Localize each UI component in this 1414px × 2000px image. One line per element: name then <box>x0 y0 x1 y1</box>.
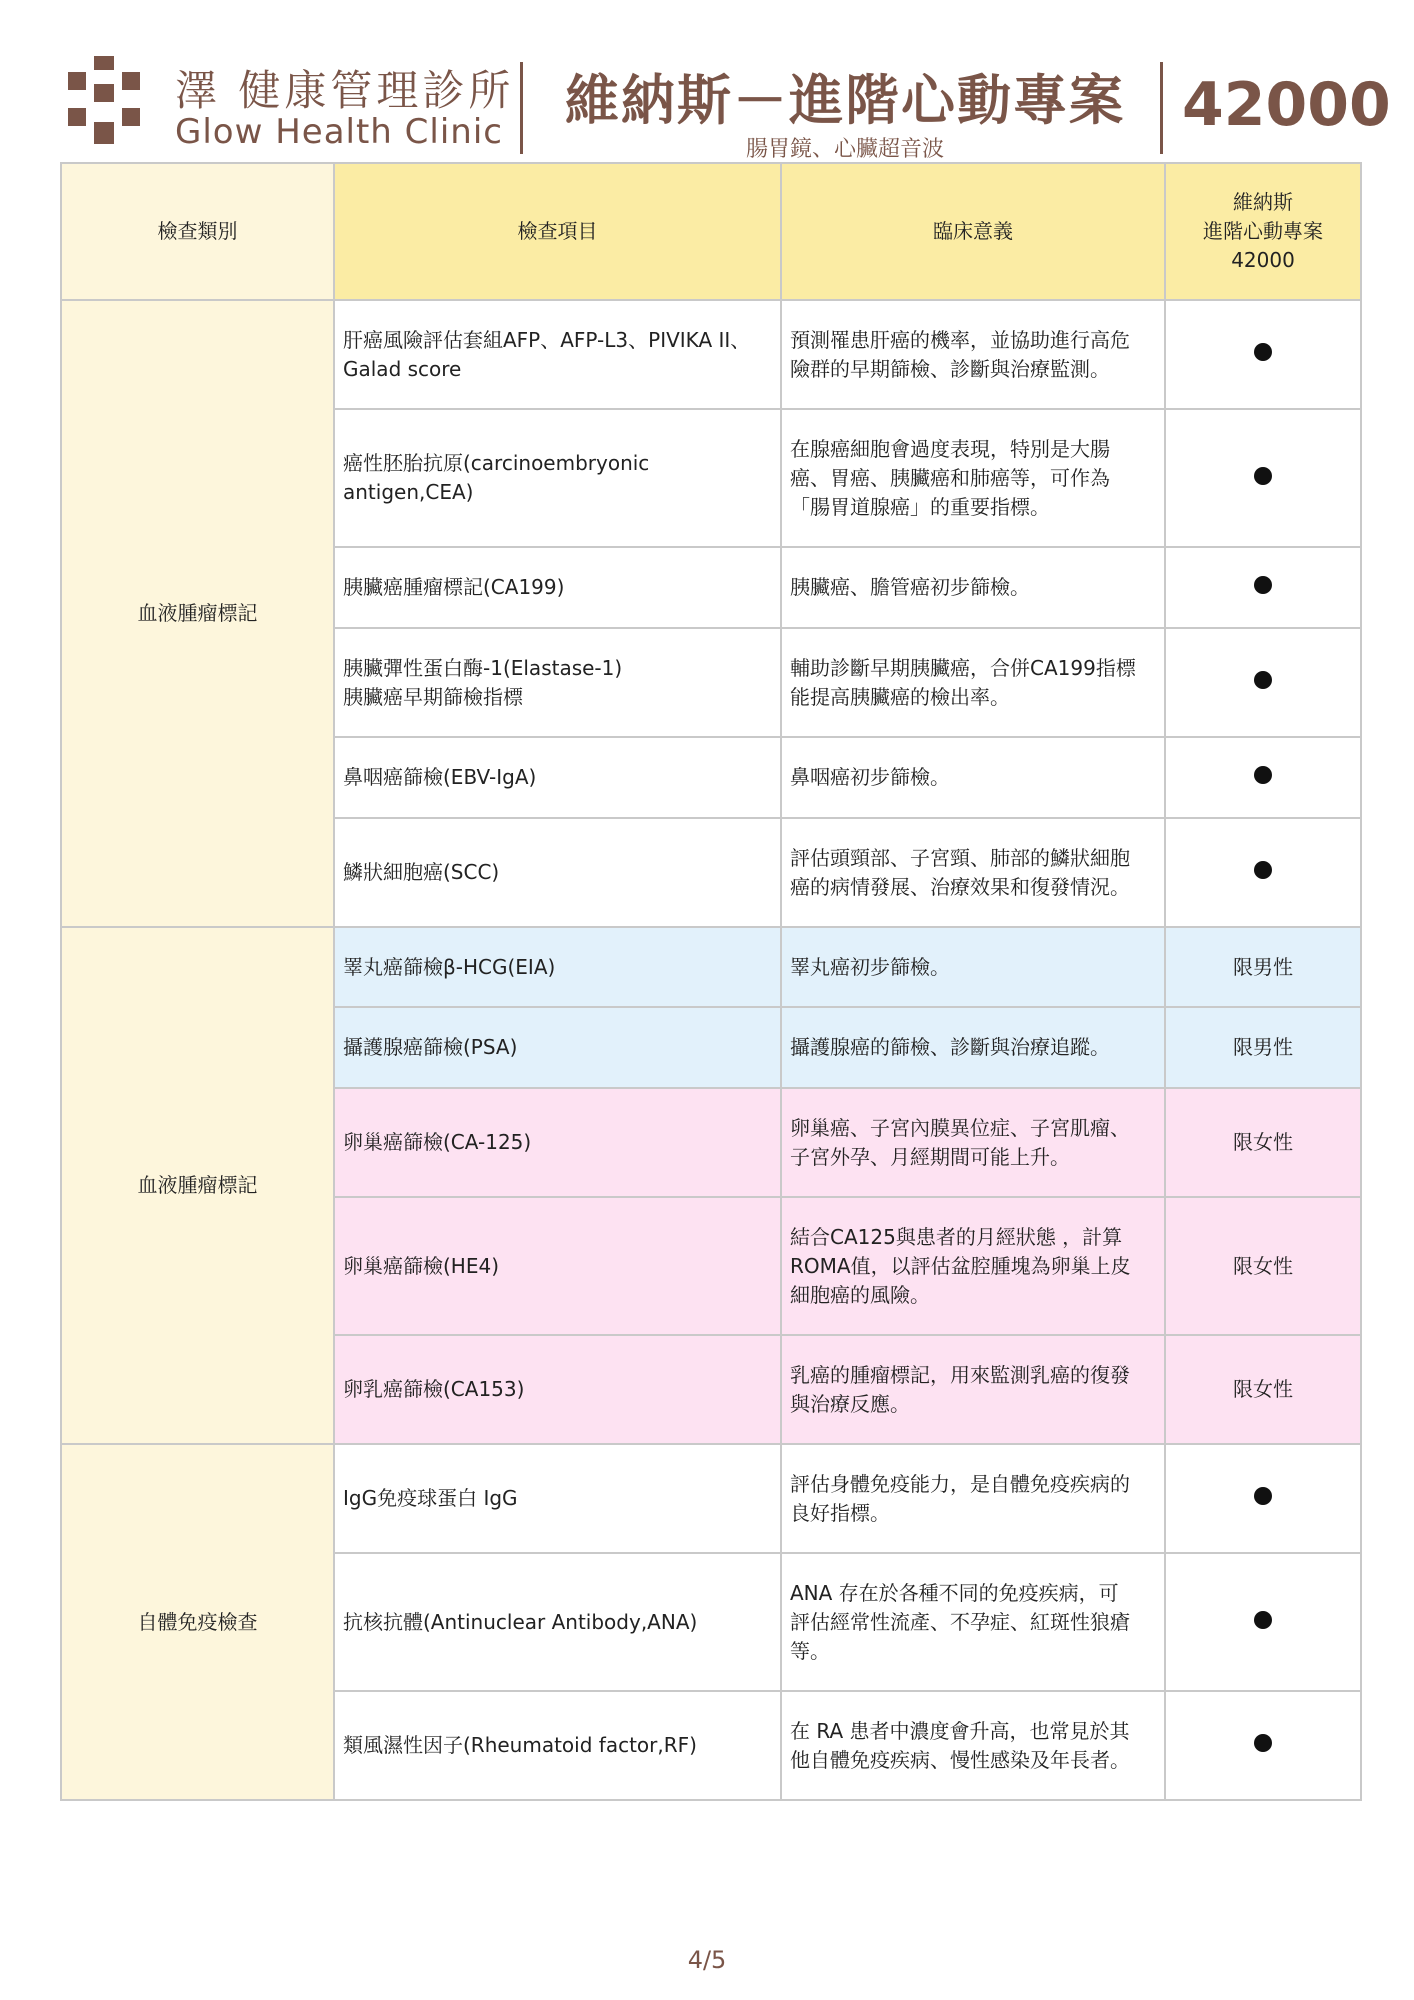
included-mark-cell <box>1165 1691 1361 1800</box>
included-mark-cell <box>1165 1444 1361 1553</box>
clinic-name-en: Glow Health Clinic <box>175 112 503 152</box>
included-mark-cell <box>1165 818 1361 927</box>
item-cell: 卵巢癌篩檢(HE4) <box>334 1197 781 1335</box>
category-cell: 血液腫瘤標記 <box>61 927 334 1444</box>
table-header-row <box>61 163 1361 300</box>
included-dot-icon <box>1254 766 1272 784</box>
item-cell: 鼻咽癌篩檢(EBV-IgA) <box>334 737 781 818</box>
header-item: 檢查項目 <box>334 163 781 300</box>
gender-limit-cell: 限女性 <box>1165 1197 1361 1335</box>
item-cell: IgG免疫球蛋白 IgG <box>334 1444 781 1553</box>
included-dot-icon <box>1254 1487 1272 1505</box>
meaning-cell: 評估頭頸部、子宮頸、肺部的鱗狀細胞 癌的病情發展、治療效果和復發情況。 <box>781 818 1165 927</box>
meaning-cell: ANA 存在於各種不同的免疫疾病，可 評估經常性流產、不孕症、紅斑性狼瘡 等。 <box>781 1553 1165 1691</box>
item-cell: 鱗狀細胞癌(SCC) <box>334 818 781 927</box>
meaning-cell: 卵巢癌、子宮內膜異位症、子宮肌瘤、 子宮外孕、月經期間可能上升。 <box>781 1088 1165 1197</box>
header-divider <box>1160 62 1163 154</box>
gender-limit-cell: 限男性 <box>1165 1007 1361 1088</box>
header-meaning: 臨床意義 <box>781 163 1165 300</box>
clinic-name-cn: 澤 健康管理診所 <box>175 66 515 115</box>
item-cell: 胰臟彈性蛋白酶-1(Elastase-1) 胰臟癌早期篩檢指標 <box>334 628 781 737</box>
included-dot-icon <box>1254 671 1272 689</box>
table-row <box>61 927 1361 1007</box>
included-mark-cell <box>1165 409 1361 547</box>
included-mark-cell <box>1165 547 1361 628</box>
page-number: 4/5 <box>687 1946 727 1974</box>
included-dot-icon <box>1254 1734 1272 1752</box>
item-cell: 攝護腺癌篩檢(PSA) <box>334 1007 781 1088</box>
gender-limit-cell: 限男性 <box>1165 927 1361 1007</box>
item-cell: 胰臟癌腫瘤標記(CA199) <box>334 547 781 628</box>
included-mark-cell <box>1165 1553 1361 1691</box>
gender-limit-cell: 限女性 <box>1165 1335 1361 1444</box>
meaning-cell: 攝護腺癌的篩檢、診斷與治療追蹤。 <box>781 1007 1165 1088</box>
item-cell: 睪丸癌篩檢β-HCG(EIA) <box>334 927 781 1007</box>
included-dot-icon <box>1254 467 1272 485</box>
item-cell: 肝癌風險評估套組AFP、AFP-L3、PIVIKA II、 Galad score <box>334 300 781 409</box>
table-row <box>61 1444 1361 1553</box>
meaning-cell: 胰臟癌、膽管癌初步篩檢。 <box>781 547 1165 628</box>
included-dot-icon <box>1254 1611 1272 1629</box>
included-mark-cell <box>1165 737 1361 818</box>
header-plan-line: 維納斯 <box>1233 190 1293 214</box>
item-cell: 卵巢癌篩檢(CA-125) <box>334 1088 781 1197</box>
plan-subtitle: 腸胃鏡、心臟超音波 <box>745 137 944 162</box>
item-cell: 癌性胚胎抗原(carcinoembryonic antigen,CEA) <box>334 409 781 547</box>
included-dot-icon <box>1254 861 1272 879</box>
meaning-cell: 睪丸癌初步篩檢。 <box>781 927 1165 1007</box>
meaning-cell: 評估身體免疫能力，是自體免疫疾病的 良好指標。 <box>781 1444 1165 1553</box>
table-row <box>61 300 1361 409</box>
meaning-cell: 在 RA 患者中濃度會升高，也常見於其 他自體免疫疾病、慢性感染及年長者。 <box>781 1691 1165 1800</box>
meaning-cell: 鼻咽癌初步篩檢。 <box>781 737 1165 818</box>
page-header <box>60 40 1391 162</box>
included-mark-cell <box>1165 628 1361 737</box>
clinic-cross-logo-icon <box>60 50 150 150</box>
included-dot-icon <box>1254 576 1272 594</box>
checkup-table <box>60 162 1362 1801</box>
header-plan <box>1165 163 1361 300</box>
header-category: 檢查類別 <box>61 163 334 300</box>
header-divider <box>520 62 523 154</box>
header-plan-line: 進階心動專案 <box>1203 219 1323 243</box>
item-cell: 抗核抗體(Antinuclear Antibody,ANA) <box>334 1553 781 1691</box>
meaning-cell: 結合CA125與患者的月經狀態 ，計算 ROMA值，以評估盆腔腫塊為卵巢上皮 細胞癌的風險。 <box>781 1197 1165 1335</box>
plan-price: 42000 <box>1182 70 1391 140</box>
meaning-cell: 在腺癌細胞會過度表現，特別是大腸 癌、胃癌、胰臟癌和肺癌等，可作為 「腸胃道腺癌」的重要指標。 <box>781 409 1165 547</box>
plan-title: 維納斯－進階心動專案 <box>565 69 1125 132</box>
gender-limit-cell: 限女性 <box>1165 1088 1361 1197</box>
header-plan-line: 42000 <box>1231 248 1295 272</box>
item-cell: 卵乳癌篩檢(CA153) <box>334 1335 781 1444</box>
category-cell: 血液腫瘤標記 <box>61 300 334 927</box>
meaning-cell: 預測罹患肝癌的機率，並協助進行高危 險群的早期篩檢、診斷與治療監測。 <box>781 300 1165 409</box>
meaning-cell: 乳癌的腫瘤標記，用來監測乳癌的復發 與治療反應。 <box>781 1335 1165 1444</box>
meaning-cell: 輔助診斷早期胰臟癌，合併CA199指標 能提高胰臟癌的檢出率。 <box>781 628 1165 737</box>
item-cell: 類風濕性因子(Rheumatoid factor,RF) <box>334 1691 781 1800</box>
category-cell: 自體免疫檢查 <box>61 1444 334 1800</box>
included-mark-cell <box>1165 300 1361 409</box>
included-dot-icon <box>1254 343 1272 361</box>
